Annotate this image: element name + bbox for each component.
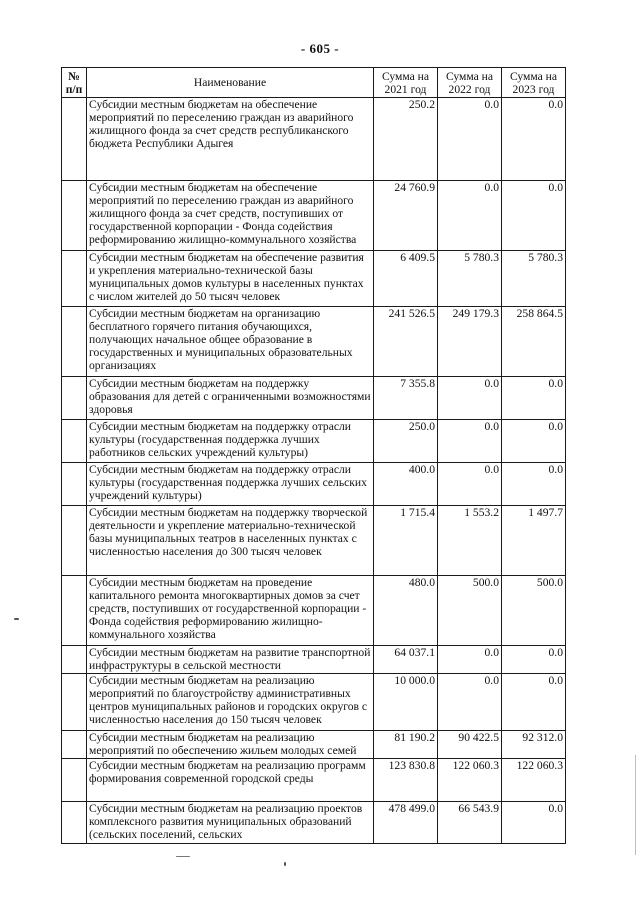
row-name: Субсидии местным бюджетам на обеспечение мероприятий по переселению граждан из аварийного жилищного фонда за счет средств, поступивших от государственной корпорации - Фонда содействия реформированию жилищно-коммунального хозяйства bbox=[87, 181, 374, 251]
row-num bbox=[62, 646, 87, 674]
table-row bbox=[62, 420, 566, 463]
scan-edge-line bbox=[635, 755, 636, 855]
row-num bbox=[62, 576, 87, 646]
row-name: Субсидии местным бюджетам на организацию бесплатного горячего питания обучающихся, получающих начальное общее образование в государственных и муниципальных образовательных организациях bbox=[87, 307, 374, 377]
row-sum-2021: 241 526.5 bbox=[374, 307, 438, 377]
row-num bbox=[62, 506, 87, 576]
table-row bbox=[62, 98, 566, 181]
row-num bbox=[62, 420, 87, 463]
row-name: Субсидии местным бюджетам на развитие транспортной инфраструктуры в сельской местности bbox=[87, 646, 374, 674]
row-sum-2021: 64 037.1 bbox=[374, 646, 438, 674]
row-sum-2022: 66 543.9 bbox=[438, 802, 502, 844]
table-row bbox=[62, 463, 566, 506]
row-sum-2022: 0.0 bbox=[438, 646, 502, 674]
row-sum-2021: 400.0 bbox=[374, 463, 438, 506]
header-name: Наименование bbox=[87, 68, 374, 98]
row-sum-2022: 249 179.3 bbox=[438, 307, 502, 377]
table-row bbox=[62, 251, 566, 307]
row-sum-2022: 0.0 bbox=[438, 98, 502, 181]
row-name: Субсидии местным бюджетам на обеспечение развития и укрепления материально-технической базы муниципальных домов культуры в населенных пунктах с числом жителей до 50 тысяч человек bbox=[87, 251, 374, 307]
scan-mark bbox=[284, 862, 286, 866]
row-name: Субсидии местным бюджетам на реализацию мероприятий по благоустройству административных центров муниципальных районов и городских округов с численностью населения до 150 тысяч человек bbox=[87, 674, 374, 731]
row-sum-2022: 0.0 bbox=[438, 674, 502, 731]
table-row bbox=[62, 674, 566, 731]
header-sum-2022: Сумма на 2022 год bbox=[438, 68, 502, 98]
row-name: Субсидии местным бюджетам на обеспечение мероприятий по переселению граждан из аварийного жилищного фонда за счет средств республиканского бюджета Республики Адыгея bbox=[87, 98, 374, 181]
row-sum-2023: 92 312.0 bbox=[502, 731, 566, 759]
row-sum-2021: 250.2 bbox=[374, 98, 438, 181]
row-num bbox=[62, 759, 87, 802]
row-name: Субсидии местным бюджетам на поддержку творческой деятельности и укрепление материально-технической базы муниципальных театров в населенных пунктах с численностью населения до 300 тысяч человек bbox=[87, 506, 374, 576]
row-sum-2021: 24 760.9 bbox=[374, 181, 438, 251]
table-row bbox=[62, 802, 566, 844]
row-sum-2022: 500.0 bbox=[438, 576, 502, 646]
row-num bbox=[62, 377, 87, 420]
header-sum-2021: Сумма на 2021 год bbox=[374, 68, 438, 98]
table-body bbox=[62, 98, 566, 844]
table-row bbox=[62, 731, 566, 759]
row-sum-2021: 1 715.4 bbox=[374, 506, 438, 576]
row-name: Субсидии местным бюджетам на поддержку отрасли культуры (государственная поддержка лучших работников сельских учреждений культуры) bbox=[87, 420, 374, 463]
row-name: Субсидии местным бюджетам на поддержку образования для детей с ограниченными возможностями здоровья bbox=[87, 377, 374, 420]
row-sum-2021: 480.0 bbox=[374, 576, 438, 646]
row-sum-2023: 0.0 bbox=[502, 420, 566, 463]
table-row bbox=[62, 181, 566, 251]
header-num: № п/п bbox=[62, 68, 87, 98]
row-sum-2021: 81 190.2 bbox=[374, 731, 438, 759]
row-sum-2023: 0.0 bbox=[502, 674, 566, 731]
row-name: Субсидии местным бюджетам на реализацию проектов комплексного развития муниципальных образований (сельских поселений, сельских bbox=[87, 802, 374, 844]
row-sum-2021: 7 355.8 bbox=[374, 377, 438, 420]
table-row bbox=[62, 377, 566, 420]
row-num bbox=[62, 463, 87, 506]
row-sum-2023: 0.0 bbox=[502, 646, 566, 674]
row-num bbox=[62, 98, 87, 181]
row-num bbox=[62, 181, 87, 251]
scan-mark bbox=[14, 618, 19, 620]
row-sum-2023: 0.0 bbox=[502, 98, 566, 181]
header-sum-2023: Сумма на 2023 год bbox=[502, 68, 566, 98]
row-num bbox=[62, 674, 87, 731]
row-sum-2022: 0.0 bbox=[438, 181, 502, 251]
row-sum-2021: 123 830.8 bbox=[374, 759, 438, 802]
row-num bbox=[62, 731, 87, 759]
row-sum-2021: 10 000.0 bbox=[374, 674, 438, 731]
row-sum-2021: 250.0 bbox=[374, 420, 438, 463]
row-sum-2023: 5 780.3 bbox=[502, 251, 566, 307]
table-row bbox=[62, 506, 566, 576]
row-sum-2023: 0.0 bbox=[502, 181, 566, 251]
page-number: - 605 - bbox=[300, 41, 340, 56]
row-sum-2023: 500.0 bbox=[502, 576, 566, 646]
row-num bbox=[62, 307, 87, 377]
row-num bbox=[62, 802, 87, 844]
row-sum-2023: 0.0 bbox=[502, 463, 566, 506]
row-name: Субсидии местным бюджетам на проведение капитального ремонта многоквартирных домов за счет средств, поступивших от государственной корпорации - Фонда содействия реформированию жилищно-коммунального хозяйства bbox=[87, 576, 374, 646]
row-name: Субсидии местным бюджетам на реализацию программ формирования современной городской среды bbox=[87, 759, 374, 802]
row-sum-2022: 5 780.3 bbox=[438, 251, 502, 307]
row-sum-2022: 1 553.2 bbox=[438, 506, 502, 576]
table-row bbox=[62, 576, 566, 646]
row-sum-2023: 0.0 bbox=[502, 802, 566, 844]
row-sum-2022: 0.0 bbox=[438, 463, 502, 506]
row-name: Субсидии местным бюджетам на реализацию мероприятий по обеспечению жильем молодых семей bbox=[87, 731, 374, 759]
budget-table bbox=[61, 67, 566, 844]
row-sum-2022: 90 422.5 bbox=[438, 731, 502, 759]
table-row bbox=[62, 759, 566, 802]
row-sum-2023: 122 060.3 bbox=[502, 759, 566, 802]
table-row bbox=[62, 307, 566, 377]
scan-mark bbox=[176, 856, 190, 857]
row-sum-2023: 258 864.5 bbox=[502, 307, 566, 377]
table-header bbox=[62, 68, 566, 98]
row-sum-2021: 6 409.5 bbox=[374, 251, 438, 307]
row-sum-2022: 0.0 bbox=[438, 420, 502, 463]
row-sum-2023: 0.0 bbox=[502, 377, 566, 420]
row-sum-2022: 122 060.3 bbox=[438, 759, 502, 802]
row-sum-2022: 0.0 bbox=[438, 377, 502, 420]
table-row bbox=[62, 646, 566, 674]
row-sum-2021: 478 499.0 bbox=[374, 802, 438, 844]
row-sum-2023: 1 497.7 bbox=[502, 506, 566, 576]
row-name: Субсидии местным бюджетам на поддержку отрасли культуры (государственная поддержка лучших сельских учреждений культуры) bbox=[87, 463, 374, 506]
row-num bbox=[62, 251, 87, 307]
